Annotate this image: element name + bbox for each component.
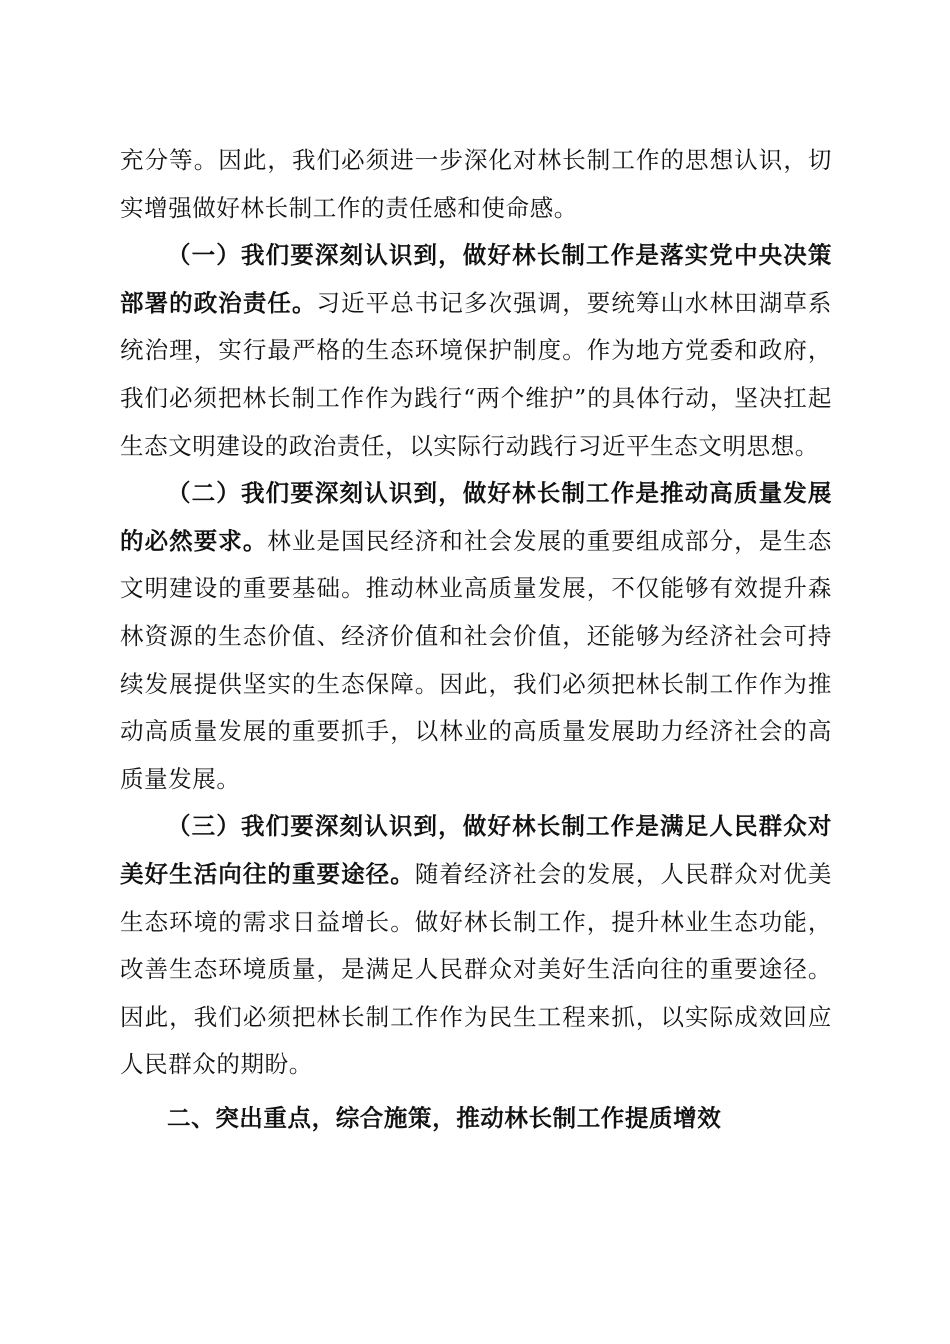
paragraph-text: 随着经济社会的发展，人民群众对优美生态环境的需求日益增长。做好林长制工作，提升林业生态功能，改善生态环境质量，是满足人民群众对美好生活向往的重要途径。因此，我们必须把林长制工作作为民生工程来抓，以实际成效回应人民群众的期盼。 [120, 859, 832, 1079]
paragraph-section-3 [120, 803, 832, 1089]
paragraph-section-2 [120, 470, 832, 803]
paragraph-lead: （三）我们要深刻认识到，做好林长制工作是满足人民群众对美好生活向往的重要途径。 [120, 812, 832, 888]
paragraph-section-1 [120, 232, 832, 470]
paragraph-lead: （一）我们要深刻认识到，做好林长制工作是落实党中央决策部署的政治责任。 [120, 241, 832, 317]
paragraph-lead: （二）我们要深刻认识到，做好林长制工作是推动高质量发展的必然要求。 [120, 479, 832, 555]
document-body [120, 137, 832, 1142]
paragraph-continuation [120, 137, 832, 232]
paragraph-text: 充分等。因此，我们必须进一步深化对林长制工作的思想认识，切实增强做好林长制工作的责任感和使命感。 [120, 146, 832, 222]
section-heading: 二、突出重点，综合施策，推动林长制工作提质增效 [167, 1103, 722, 1132]
paragraph-text: 习近平总书记多次强调，要统筹山水林田湖草系统治理，实行最严格的生态环境保护制度。作为地方党委和政府，我们必须把林长制工作作为践行“两个维护”的具体行动，坚决扛起生态文明建设的政治责任，以实际行动践行习近平生态文明思想。 [120, 288, 832, 460]
paragraph-text: 林业是国民经济和社会发展的重要组成部分，是生态文明建设的重要基础。推动林业高质量发展，不仅能够有效提升森林资源的生态价值、经济价值和社会价值，还能够为经济社会可持续发展提供坚实的生态保障。因此，我们必须把林长制工作作为推动高质量发展的重要抓手，以林业的高质量发展助力经济社会的高质量发展。 [120, 526, 832, 793]
